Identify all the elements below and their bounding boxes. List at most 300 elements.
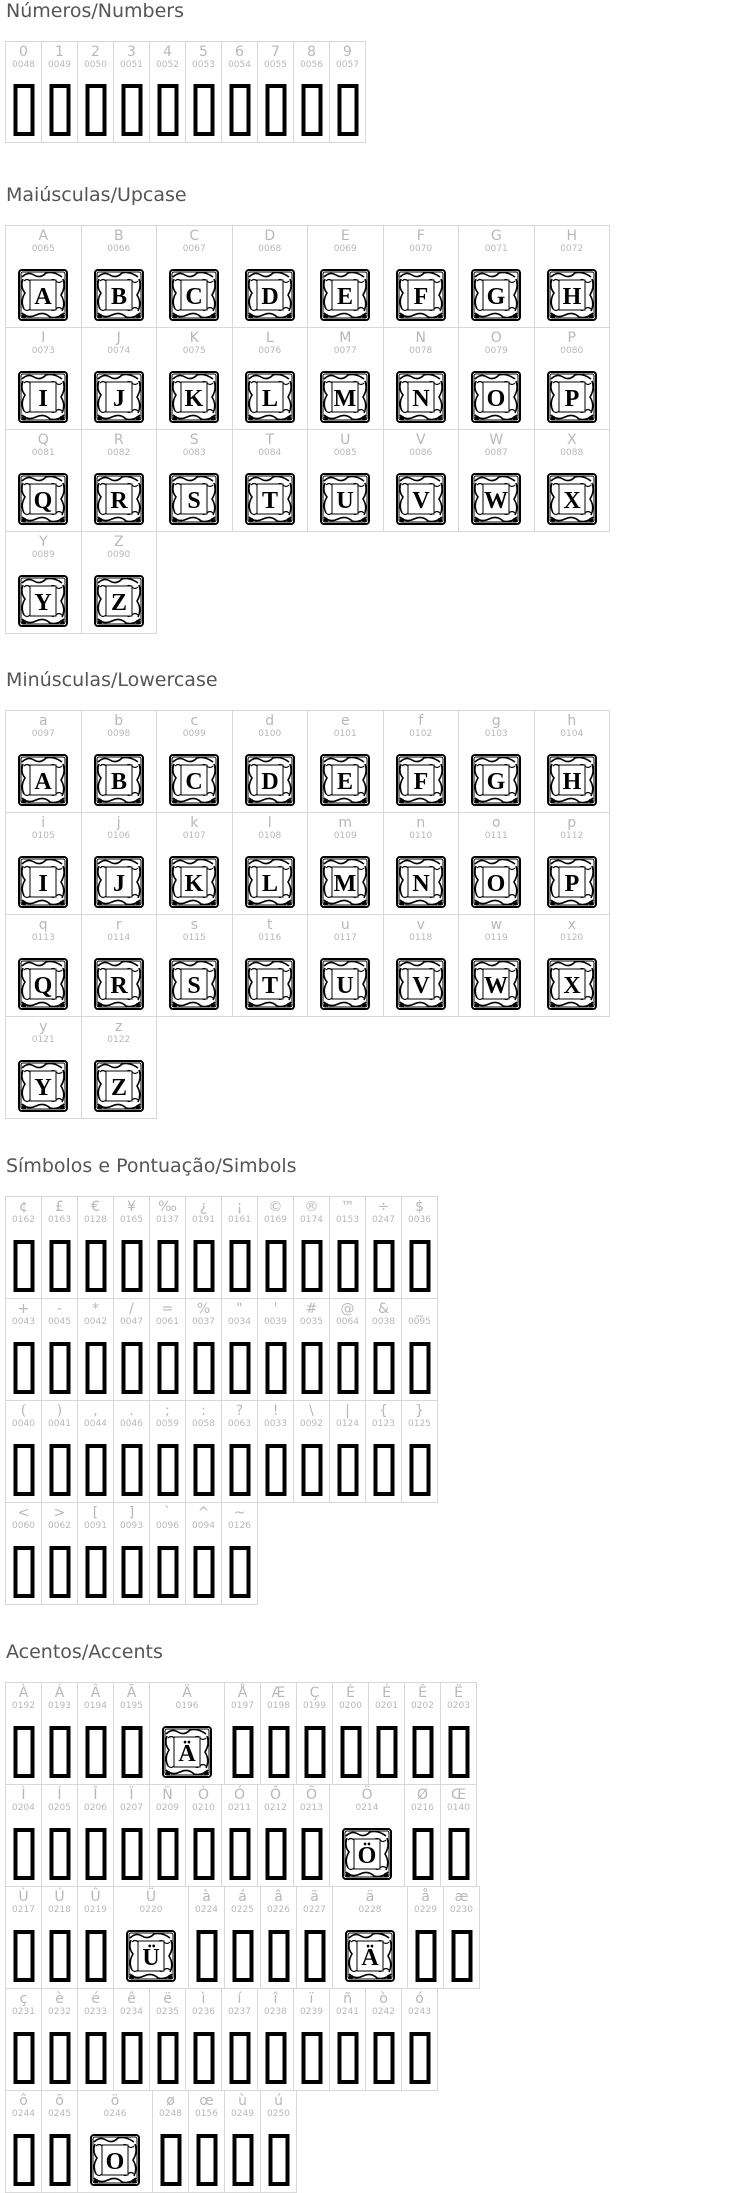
- glyph-code: 0102: [409, 729, 433, 739]
- glyph-code: 0037: [192, 1317, 215, 1327]
- missing-glyph-box: [157, 1444, 178, 1496]
- glyph-row: [5, 531, 156, 633]
- glyph-character: a: [38, 713, 48, 729]
- ornamental-frame-icon: [396, 754, 446, 806]
- glyph-character: _: [416, 1301, 423, 1317]
- glyph-cell: [365, 1400, 402, 1503]
- glyph-preview: [396, 473, 446, 525]
- missing-glyph-box: [193, 1546, 214, 1598]
- glyph-character: |: [345, 1403, 350, 1419]
- glyph-character: Â: [90, 1685, 101, 1701]
- glyph-cell: [81, 225, 158, 328]
- glyph-preview: [320, 473, 370, 525]
- glyph-code: 0098: [107, 729, 131, 739]
- glyph-cell: [149, 1502, 186, 1605]
- ornamental-frame-icon: [396, 371, 446, 423]
- glyph-row: [5, 1886, 479, 1988]
- glyph-character: r: [115, 917, 122, 933]
- glyph-preview: [18, 754, 68, 806]
- ornamental-frame-icon: [18, 473, 68, 525]
- glyph-preview: [126, 1930, 176, 1982]
- missing-glyph-box: [193, 84, 214, 136]
- glyph-code: 0233: [84, 2007, 107, 2017]
- glyph-code: 0193: [48, 1701, 71, 1711]
- glyph-code: 0216: [411, 1803, 434, 1813]
- glyph-code: 0124: [336, 1419, 359, 1429]
- glyph-character: ê: [127, 1991, 136, 2007]
- glyph-character: D: [264, 228, 276, 244]
- glyph-preview: [320, 856, 370, 908]
- ornament-letter: H: [562, 769, 582, 795]
- missing-glyph-box: [13, 1342, 34, 1394]
- glyph-cell: [221, 41, 258, 143]
- glyph-character: <: [17, 1505, 30, 1521]
- ornament-letter: S: [187, 973, 201, 999]
- missing-glyph-box: [229, 1828, 250, 1880]
- glyph-code: 0099: [182, 729, 206, 739]
- ornamental-frame-icon: [18, 269, 68, 321]
- glyph-cell: [41, 1502, 78, 1605]
- glyph-cell: [77, 1988, 114, 2091]
- glyph-code: 0039: [264, 1317, 287, 1327]
- ornament-letter: H: [562, 284, 582, 310]
- glyph-code: 0207: [120, 1803, 143, 1813]
- glyph-cell: [156, 710, 233, 813]
- ornamental-frame-icon: [396, 473, 446, 525]
- glyph-row: [5, 1988, 437, 2090]
- missing-glyph-box: [301, 1240, 322, 1292]
- missing-glyph-box: [229, 1240, 250, 1292]
- missing-glyph-box: [13, 1828, 34, 1880]
- missing-glyph-box: [121, 1546, 142, 1598]
- glyph-character: Ì: [21, 1787, 26, 1803]
- glyph-code: 0081: [31, 448, 55, 458]
- glyph-cell: [188, 1886, 225, 1989]
- glyph-character: A: [38, 228, 49, 244]
- glyph-code: 0120: [560, 933, 584, 943]
- ornamental-frame-icon: [18, 1060, 68, 1112]
- ornament-letter: E: [337, 769, 354, 795]
- glyph-character: ã: [310, 1889, 319, 1905]
- glyph-code: 0111: [484, 831, 508, 841]
- missing-glyph-box: [121, 84, 142, 136]
- glyph-cell: [383, 225, 460, 328]
- glyph-code: 0198: [267, 1701, 290, 1711]
- glyph-cell: [260, 1886, 297, 1989]
- glyph-character: ¿: [199, 1199, 208, 1215]
- glyph-character: ÷: [377, 1199, 390, 1215]
- glyph-character: ä: [365, 1889, 375, 1905]
- glyph-cell: [41, 1196, 78, 1299]
- missing-glyph-box: [157, 1240, 178, 1292]
- glyph-code: 0234: [120, 2007, 143, 2017]
- glyph-cell: [443, 1886, 480, 1989]
- glyph-character: â: [274, 1889, 283, 1905]
- glyph-preview: [94, 1060, 144, 1112]
- missing-glyph-box: [121, 1342, 142, 1394]
- glyph-preview: [94, 269, 144, 321]
- glyph-cell: [41, 41, 78, 143]
- glyph-code: 0067: [182, 244, 206, 254]
- ornamental-frame-icon: [18, 856, 68, 908]
- glyph-character: Õ: [305, 1787, 318, 1803]
- glyph-character: È: [346, 1685, 355, 1701]
- missing-glyph-box: [337, 1240, 358, 1292]
- ornamental-frame-icon: [471, 371, 521, 423]
- ornamental-frame-icon: [471, 473, 521, 525]
- glyph-code: 0056: [300, 60, 323, 70]
- glyph-code: 0062: [48, 1521, 71, 1531]
- missing-glyph-box: [265, 1342, 286, 1394]
- missing-glyph-box: [13, 1726, 34, 1778]
- glyph-preview: [18, 856, 68, 908]
- ornament-letter: Z: [110, 590, 127, 616]
- glyph-code: 0082: [107, 448, 131, 458]
- glyph-code: 0097: [31, 729, 55, 739]
- glyph-cell: [5, 429, 82, 532]
- missing-glyph-box: [232, 2134, 253, 2186]
- glyph-cell: [257, 1784, 294, 1887]
- missing-glyph-box: [85, 1342, 106, 1394]
- glyph-character: ó: [415, 1991, 424, 2007]
- glyph-cell: [41, 1400, 78, 1503]
- glyph-cell: [113, 1988, 150, 2091]
- ornamental-frame-icon: [18, 575, 68, 627]
- missing-glyph-box: [337, 1444, 358, 1496]
- glyph-row: [5, 327, 609, 429]
- missing-glyph-box: [265, 2032, 286, 2084]
- glyph-cell: [41, 1298, 78, 1401]
- glyph-cell: [5, 1502, 42, 1605]
- missing-glyph-box: [85, 1726, 106, 1778]
- ornamental-frame-icon: [345, 1930, 395, 1982]
- missing-glyph-box: [85, 1240, 106, 1292]
- ornament-letter: D: [261, 769, 279, 795]
- glyph-code: 0112: [560, 831, 584, 841]
- glyph-character: Ñ: [162, 1787, 173, 1803]
- glyph-cell: [224, 1682, 261, 1785]
- ornament-letter: G: [486, 769, 506, 795]
- glyph-code: 0090: [107, 550, 131, 560]
- glyph-character: 1: [55, 44, 64, 60]
- ornament-letter: I: [38, 871, 48, 897]
- glyph-cell: [383, 327, 460, 430]
- ornamental-frame-icon: [471, 856, 521, 908]
- glyph-cell: [5, 1400, 42, 1503]
- glyph-preview: [471, 856, 521, 908]
- ornamental-frame-icon: [471, 958, 521, 1010]
- ornamental-frame-icon: [169, 958, 219, 1010]
- ornamental-frame-icon: [245, 856, 295, 908]
- glyph-character: y: [39, 1019, 48, 1035]
- glyph-code: 0035: [300, 1317, 323, 1327]
- glyph-code: 0074: [107, 346, 131, 356]
- glyph-code: 0048: [12, 60, 35, 70]
- glyph-character: !: [272, 1403, 279, 1419]
- glyph-character: ¥: [127, 1199, 136, 1215]
- missing-glyph-box: [268, 2134, 289, 2186]
- missing-glyph-box: [232, 1726, 253, 1778]
- ornament-letter: O: [486, 386, 506, 412]
- missing-glyph-box: [229, 1546, 250, 1598]
- glyph-character: €: [91, 1199, 100, 1215]
- glyph-code: 0052: [156, 60, 179, 70]
- ornamental-frame-icon: [471, 754, 521, 806]
- glyph-character: ë: [163, 1991, 172, 2007]
- glyph-character: K: [189, 330, 199, 346]
- glyph-character: Æ: [271, 1685, 286, 1701]
- glyph-code: 0140: [447, 1803, 470, 1813]
- missing-glyph-box: [337, 84, 358, 136]
- missing-glyph-box: [301, 84, 322, 136]
- glyph-character: T: [265, 432, 275, 448]
- glyph-character: Ã: [126, 1685, 137, 1701]
- glyph-cell: [5, 1784, 42, 1887]
- glyph-character: £: [55, 1199, 64, 1215]
- glyph-cell: [257, 1988, 294, 2091]
- glyph-preview: [169, 473, 219, 525]
- ornamental-frame-icon: [94, 958, 144, 1010]
- glyph-character: ): [56, 1403, 63, 1419]
- glyph-cell: [5, 1016, 82, 1119]
- glyph-cell: [365, 1196, 402, 1299]
- glyph-cell: [185, 1502, 222, 1605]
- glyph-cell: [293, 1400, 330, 1503]
- glyph-character: `: [164, 1505, 171, 1521]
- glyph-character: ®: [304, 1199, 319, 1215]
- glyph-code: 0044: [84, 1419, 107, 1429]
- glyph-code: 0051: [120, 60, 143, 70]
- glyph-character: w: [490, 917, 502, 933]
- missing-glyph-box: [49, 1342, 70, 1394]
- glyph-preview: [547, 473, 597, 525]
- glyph-code: 0116: [258, 933, 282, 943]
- glyph-code: 0091: [84, 1521, 107, 1531]
- glyph-code: 0077: [333, 346, 357, 356]
- glyph-code: 0242: [372, 2007, 395, 2017]
- ornament-letter: A: [34, 284, 52, 310]
- glyph-character: œ: [199, 2093, 214, 2109]
- glyph-code: 0225: [231, 1905, 254, 1915]
- glyph-cell: [81, 327, 158, 430]
- glyph-character: G: [490, 228, 502, 244]
- glyph-code: 0071: [484, 244, 508, 254]
- glyph-cell: [149, 1988, 186, 2091]
- glyph-character: W: [489, 432, 504, 448]
- missing-glyph-box: [265, 1828, 286, 1880]
- ornament-letter: Ö: [357, 1843, 377, 1869]
- glyph-row: [5, 1016, 156, 1118]
- glyph-character: Í: [57, 1787, 62, 1803]
- glyph-cell: [534, 710, 611, 813]
- glyph-character: ?: [235, 1403, 244, 1419]
- glyph-code: 0040: [12, 1419, 35, 1429]
- ornament-letter: X: [563, 488, 581, 514]
- missing-glyph-box: [265, 1444, 286, 1496]
- missing-glyph-box: [13, 1546, 34, 1598]
- glyph-cell: [383, 429, 460, 532]
- glyph-code: 0075: [182, 346, 206, 356]
- glyph-preview: [94, 473, 144, 525]
- glyph-cell: [458, 812, 535, 915]
- glyph-cell: [221, 1298, 258, 1401]
- glyph-character: ]: [128, 1505, 135, 1521]
- glyph-character: x: [567, 917, 576, 933]
- missing-glyph-box: [373, 1444, 394, 1496]
- glyph-cell: [232, 710, 309, 813]
- glyph-character: Ä: [182, 1685, 192, 1701]
- glyph-character: M: [339, 330, 352, 346]
- glyph-character: *: [92, 1301, 99, 1317]
- glyph-preview: [396, 371, 446, 423]
- glyph-cell: [5, 710, 82, 813]
- missing-glyph-box: [373, 1342, 394, 1394]
- glyph-code: 0224: [195, 1905, 218, 1915]
- glyph-code: 0192: [12, 1701, 35, 1711]
- missing-glyph-box: [13, 2134, 34, 2186]
- glyph-code: 0068: [258, 244, 282, 254]
- glyph-cell: [534, 429, 611, 532]
- glyph-cell: [332, 1682, 369, 1785]
- glyph-character: b: [114, 713, 124, 729]
- glyph-preview: [169, 958, 219, 1010]
- missing-glyph-box: [268, 1726, 289, 1778]
- glyph-preview: [245, 958, 295, 1010]
- glyph-preview: [94, 371, 144, 423]
- glyph-cell: [81, 429, 158, 532]
- glyph-cell: [41, 1784, 78, 1887]
- glyph-code: 0038: [372, 1317, 395, 1327]
- glyph-cell: [534, 914, 611, 1017]
- missing-glyph-box: [304, 1726, 325, 1778]
- glyph-cell: [185, 1784, 222, 1887]
- glyph-character: {: [379, 1403, 388, 1419]
- ornament-letter: E: [337, 284, 354, 310]
- glyph-character: Ô: [269, 1787, 282, 1803]
- glyph-character: l: [267, 815, 272, 831]
- glyph-character: I: [41, 330, 46, 346]
- glyph-character: B: [113, 228, 124, 244]
- glyph-cell: [296, 1886, 333, 1989]
- glyph-character: U: [340, 432, 351, 448]
- glyph-cell: [188, 2090, 225, 2193]
- glyph-character: O: [490, 330, 502, 346]
- ornament-letter: L: [261, 386, 278, 412]
- glyph-cell: [77, 1886, 114, 1989]
- glyph-character: 4: [163, 44, 172, 60]
- ornament-letter: V: [412, 973, 430, 999]
- glyph-code: 0115: [182, 933, 206, 943]
- glyph-code: 0128: [84, 1215, 107, 1225]
- glyph-code: 0249: [231, 2109, 254, 2119]
- glyph-cell: [77, 1502, 114, 1605]
- glyph-cell: [329, 1400, 366, 1503]
- glyph-character: 0: [19, 44, 28, 60]
- glyph-code: 0226: [267, 1905, 290, 1915]
- missing-glyph-box: [301, 2032, 322, 2084]
- glyph-code: 0196: [175, 1701, 199, 1711]
- ornamental-frame-icon: [396, 958, 446, 1010]
- glyph-code: 0250: [267, 2109, 290, 2119]
- glyph-code: 0194: [84, 1701, 107, 1711]
- glyph-character: 9: [343, 44, 352, 60]
- ornamental-frame-icon: [90, 2134, 140, 2186]
- ornament-letter: M: [333, 871, 357, 897]
- missing-glyph-box: [85, 1930, 106, 1982]
- glyph-code: 0060: [12, 1521, 35, 1531]
- glyph-cell: [5, 1298, 42, 1401]
- glyph-code: 0108: [258, 831, 282, 841]
- glyph-cell: [365, 1988, 402, 2091]
- glyph-character: ô: [19, 2093, 28, 2109]
- glyph-code: 0109: [333, 831, 357, 841]
- glyph-character: m: [338, 815, 353, 831]
- missing-glyph-box: [13, 84, 34, 136]
- glyph-code: 0220: [139, 1905, 163, 1915]
- glyph-cell: [458, 225, 535, 328]
- glyph-character: z: [115, 1019, 123, 1035]
- glyph-cell: [404, 1784, 441, 1887]
- glyph-code: 0093: [120, 1521, 143, 1531]
- glyph-cell: [307, 812, 384, 915]
- glyph-cell: [113, 41, 150, 143]
- ornament-letter: F: [413, 769, 429, 795]
- glyph-preview: [547, 958, 597, 1010]
- glyph-cell: [293, 1784, 330, 1887]
- glyph-code: 0229: [414, 1905, 437, 1915]
- glyph-cell: [41, 2090, 78, 2193]
- glyph-row: [5, 1502, 257, 1604]
- missing-glyph-box: [85, 1444, 106, 1496]
- glyph-character: ‰: [158, 1199, 177, 1215]
- ornamental-frame-icon: [245, 958, 295, 1010]
- glyph-character: Y: [38, 534, 48, 550]
- ornament-letter: Y: [34, 590, 52, 616]
- glyph-character: #: [305, 1301, 318, 1317]
- ornamental-frame-icon: [547, 856, 597, 908]
- glyph-preview: [471, 473, 521, 525]
- glyph-cell: [293, 1988, 330, 2091]
- glyph-code: 0200: [339, 1701, 362, 1711]
- missing-glyph-box: [193, 2032, 214, 2084]
- glyph-character: É: [382, 1685, 391, 1701]
- glyph-character: i: [41, 815, 46, 831]
- glyph-character: Œ: [451, 1787, 466, 1803]
- glyph-code: 0087: [484, 448, 508, 458]
- glyph-cell: [257, 1196, 294, 1299]
- ornamental-frame-icon: [94, 371, 144, 423]
- glyph-character: Å: [237, 1685, 248, 1701]
- glyph-cell: [41, 1988, 78, 2091]
- glyph-cell: [232, 429, 309, 532]
- glyph-code: 0061: [156, 1317, 179, 1327]
- missing-glyph-box: [13, 1930, 34, 1982]
- glyph-preview: [169, 856, 219, 908]
- glyph-character: é: [91, 1991, 100, 2007]
- glyph-preview: [396, 856, 446, 908]
- glyph-character: }: [415, 1403, 424, 1419]
- glyph-code: 0094: [192, 1521, 215, 1531]
- glyph-character: ø: [166, 2093, 175, 2109]
- glyph-character: F: [416, 228, 425, 244]
- glyph-code: 0232: [48, 2007, 71, 2017]
- ornament-letter: Z: [110, 1075, 127, 1101]
- glyph-cell: [41, 1682, 78, 1785]
- glyph-character: ¡: [236, 1199, 243, 1215]
- glyph-cell: [5, 225, 82, 328]
- glyph-cell: [440, 1682, 477, 1785]
- glyph-row: [5, 812, 609, 914]
